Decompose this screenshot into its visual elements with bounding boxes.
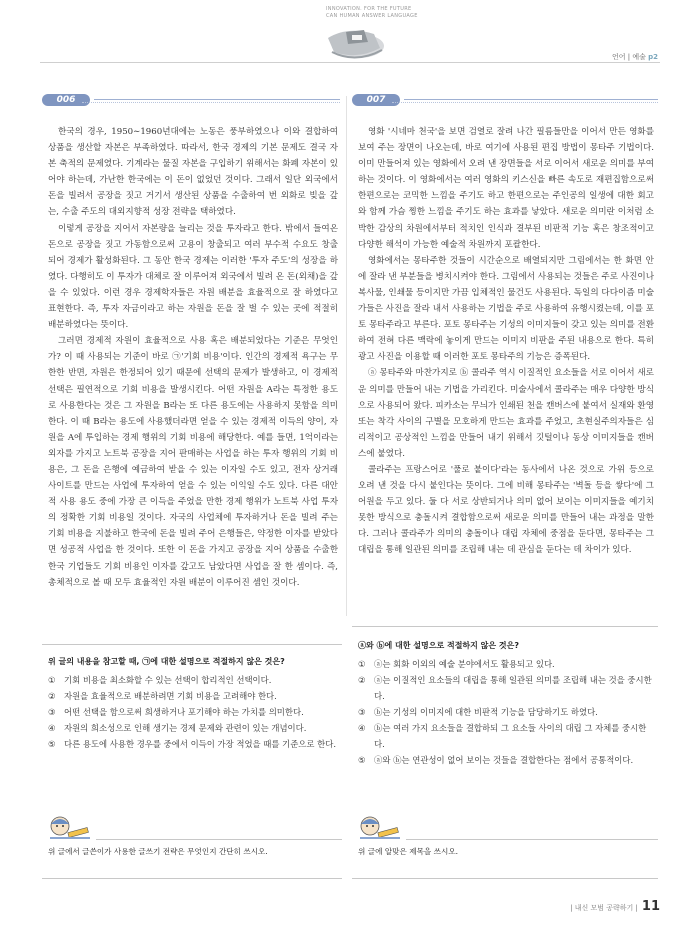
question-prompt: 위 글의 내용을 참고할 때, ㉠에 대한 설명으로 적절하지 않은 것은? bbox=[48, 657, 285, 666]
answer-line bbox=[352, 878, 658, 879]
choice-list bbox=[48, 672, 338, 752]
choice-5[interactable]: ⑤ 다른 용도에 사용한 경우를 중에서 이득이 가장 적었을 때를 기준으로 한다. bbox=[48, 739, 336, 749]
passage-006 bbox=[48, 124, 338, 591]
question-prompt: ⓐ와 ⓑ에 대한 설명으로 적절하지 않은 것은? bbox=[358, 641, 519, 650]
choice-1[interactable]: ① 기회 비용을 최소화할 수 있는 선택이 합리적인 선택이다. bbox=[48, 675, 272, 685]
column-divider bbox=[346, 96, 347, 616]
choice-3[interactable]: ③ ⓑ는 기성의 이미지에 대한 비판적 기능을 담당하기도 하였다. bbox=[358, 707, 598, 717]
paragraph: 이렇게 공장을 지어서 자본량을 늘리는 것을 투자라고 한다. 밖에서 들여온 돈으로 공장을 짓고 가동함으로써 고용이 창출되고 여러 부수적 수요도 창출되어 경제가 활성화된다. 그 동안 한국 경제는 이러한 '투자 주도'의 성장을 하였다. 다행히도 이 투자가 대체로 잘 이루어져 외국에서 빌려 온 돈(외채)을 갚을 수 있었다. 이런 경우 경제학자들은 자원 배분을 효율적으로 잘 하였다고 표현한다. 즉, 투자 자금이라고 하는 자원을 돈을 잘 벌 수 있는 곳에 적절히 배분하였다는 뜻이다. bbox=[48, 223, 338, 331]
choice-2[interactable]: ② ⓐ는 이질적인 요소들의 대립을 통해 일관된 의미를 조립해 내는 것을 중시한다. bbox=[358, 675, 652, 701]
paragraph: 한국의 경우, 1950∼1960년대에는 노동은 풍부하였으나 이와 결합하여 상품을 생산할 자본은 부족하였다. 따라서, 한국 경제의 기본 문제도 결국 자본 축적의 문제였다. 기계라는 물질 자본을 구입하기 위해서는 화폐 자본이 있어야 하는데, 가난한 한국에는 이 돈이 없었던 것이다. 그래서 일단 외국에서 돈을 빌려서 공장을 짓고 거기서 생산된 상품을 수출하여 번 외화로 빚을 갚는, 수출 주도의 대외지향적 성장 전략을 택하였다. bbox=[48, 127, 338, 218]
choice-2[interactable]: ② 자원을 효율적으로 배분하려면 기회 비용을 고려해야 한다. bbox=[48, 691, 277, 701]
question-header-007 bbox=[352, 94, 658, 106]
choice-list bbox=[358, 656, 652, 768]
paragraph: 영화 '시네마 천국'을 보면 검열로 잘려 나간 필름들만을 이어서 만든 영화를 보여 주는 장면이 나오는데, 바로 여기에 사용된 편집 방법이 몽타주 기법이다. 이미 만들어져 있는 영화에서 오려 낸 장면들을 서로 이어서 새로운 의미를 부여하는 것이다. 이 영화에서는 여러 영화의 키스신을 빠른 속도로 재편집함으로써 한편으로는 코믹한 느낌을 주기도 하고 한편으로는 주인공의 일생에 대한 회고와 함께 가슴 찡한 느낌을 주기도 하는 효과를 낳았다. 새로운 의미란 이처럼 소박한 감상의 차원에서부터 적치인 인식과 결부된 비판적 기능 혹은 창조적이고 다양한 해석이 가능한 예술적 차원까지 포괄한다. bbox=[358, 127, 654, 250]
passage-007 bbox=[358, 124, 654, 559]
paragraph: 콜라주는 프랑스어로 '풀로 붙이다'라는 동사에서 나온 것으로 가위 등으로 오려 낸 것을 다시 붙인다는 뜻이다. 그에 비해 몽타주는 '벽돌 등을 쌓다'에 그 어원을 두고 있다. 둘 다 서로 상반되거나 의미 없어 보이는 이미지들을 예기치 못한 방식으로 충돌시켜 결합함으로써 새로운 의미를 만들어 내는 과정을 말한다. 그러나 콜라주가 의미의 충돌이나 대립 자체에 중점을 둔다면, 몽타주는 그 대립을 통해 일관된 의미를 조립해 내는 데 관심을 둔다는 데 차이가 있다. bbox=[358, 464, 654, 556]
choice-3[interactable]: ③ 어떤 선택을 함으로써 희생하거나 포기해야 하는 가치를 의미한다. bbox=[48, 707, 304, 717]
spacecraft-logo-icon bbox=[318, 8, 390, 68]
question-number: 007 bbox=[352, 94, 400, 106]
question-header-006 bbox=[42, 94, 340, 106]
sub-question: 위 글에서 글쓴이가 사용한 글쓰기 전략은 무엇인지 간단히 쓰시오. bbox=[48, 847, 268, 856]
paragraph: 영화에서는 몽타주한 것들이 시간순으로 배열되지만 그림에서는 한 화면 안에 잘라 낸 부분들을 병치시켜야 한다. 그림에서 사용되는 것들은 주로 사진이나 복사물, 인쇄물 등이지만 가끔 입체적인 물건도 사용된다. 독일의 다다이즘 미술가들은 사진을 잘라 내서 사용하는 기법을 주로 사용하여 유행시켰는데, 이를 포토 몽타주라고 부른다. 포토 몽타주는 기성의 이미지들이 갖고 있는 의미를 전환하여 전혀 다른 맥락에 놓이게 만드는 이미지 비판을 주된 내용으로 한다. 특히 광고 사진을 이용할 때 이러한 포토 몽타주의 기능은 증폭된다. bbox=[358, 255, 654, 363]
pencil-mascot-icon bbox=[44, 812, 96, 848]
section-divider bbox=[42, 644, 342, 645]
page-footer bbox=[570, 899, 660, 914]
paragraph: ⓐ 몽타주와 마찬가지로 ⓑ 콜라주 역시 이질적인 요소들을 서로 이어서 새로운 의미를 만들어 내는 기법을 가리킨다. 미술사에서 콜라주는 매우 다양한 방식으로 사용되어 왔다. 피카소는 무늬가 인쇄된 천을 캔버스에 붙여서 실재와 환영 또는 착각 사이의 구별을 모호하게 만드는 효과를 주었고, 초현실주의자들은 심리적이고 공상적인 느낌을 만들어 내기 위해서 깃털이나 동상 이미지들을 캔버스에 붙였다. bbox=[358, 368, 654, 459]
header-small-text: INNOVATION. FOR THE FUTURE CAN HUMAN ANSWER LANGUAGE bbox=[326, 6, 418, 19]
section-label: 언어 | 예술 p2 bbox=[612, 53, 658, 61]
page-ref: p2 bbox=[648, 53, 658, 61]
question-number: 006 bbox=[42, 94, 90, 106]
sub-question: 위 글에 알맞은 제목을 쓰시오. bbox=[358, 847, 459, 856]
section-divider bbox=[352, 626, 658, 627]
pencil-mascot-icon bbox=[354, 812, 406, 848]
mascot-divider bbox=[96, 839, 342, 840]
choice-5[interactable]: ⑤ ⓐ와 ⓑ는 연관성이 없어 보이는 것들을 결합한다는 점에서 공통적이다. bbox=[358, 755, 634, 765]
paragraph: 그러면 경제적 자원이 효율적으로 사용 혹은 배분되었다는 기준은 무엇인가? 이 때 사용되는 기준이 바로 ㉠'기회 비용'이다. 인간의 경제적 욕구는 무한한 반면, 자원은 한정되어 있기 때문에 선택의 문제가 발생하고, 이 경제적 선택은 필연적으로 기회 비용을 발생시킨다. 어떤 자원을 A라는 특정한 용도로 사용한다는 것은 그 자원을 B라는 또 다른 용도에는 사용하지 못함을 의미한다. 이 때 B라는 용도에 사용했더라면 얻을 수 있는 경제적 이득의 양이, 자원을 A에 투입하는 경제 행위의 기회 비용에 해당한다. 예를 들면, 1억이라는 외자를 가지고 노트북 공장을 지어 판매하는 사업을 하는 투자 행위의 기회 비용은, 그 돈을 은행에 예금하여 받을 수 있는 이자일 수도 있고, 전자 상거래 사이트를 만드는 사업에 투자하여 얻을 수 있는 이익일 수도 있다. 다른 대안적 사용 용도 중에 가장 큰 이득을 주었을 만한 경제 행위가 노트북 사업 투자의 정확한 기회 비용일 것이다. 자국의 사업체에 투자하거나 돈을 빌려 주는 기회 비용을 지불하고 한국에 돈을 빌려 주어 은행들은, 약정한 이자를 받았다면 성공적 사업을 한 것이다. 또한 이 돈을 가지고 공장을 지어 상품을 수출한 한국 기업들도 기회 비용인 이자를 갚고도 남았다면 사업을 잘 한 셈이다. 즉, 총체적으로 볼 때 모두 효율적인 자원 배분이 이루어진 셈인 것이다. bbox=[48, 336, 338, 588]
header-rule bbox=[40, 62, 660, 63]
choice-4[interactable]: ④ 자원의 희소성으로 인해 생기는 경제 문제와 관련이 있는 개념이다. bbox=[48, 723, 307, 733]
choice-4[interactable]: ④ ⓑ는 여러 가지 요소들을 결합하되 그 요소들 사이의 대립 그 자체를 중시한다. bbox=[358, 723, 647, 749]
answer-line bbox=[42, 878, 342, 879]
mascot-divider bbox=[406, 839, 658, 840]
choice-1[interactable]: ① ⓐ는 회화 이외의 예술 분야에서도 활용되고 있다. bbox=[358, 659, 555, 669]
page-number: 11 bbox=[641, 899, 660, 914]
footer-label: | 내신 모범 공략하기 | bbox=[570, 904, 638, 912]
